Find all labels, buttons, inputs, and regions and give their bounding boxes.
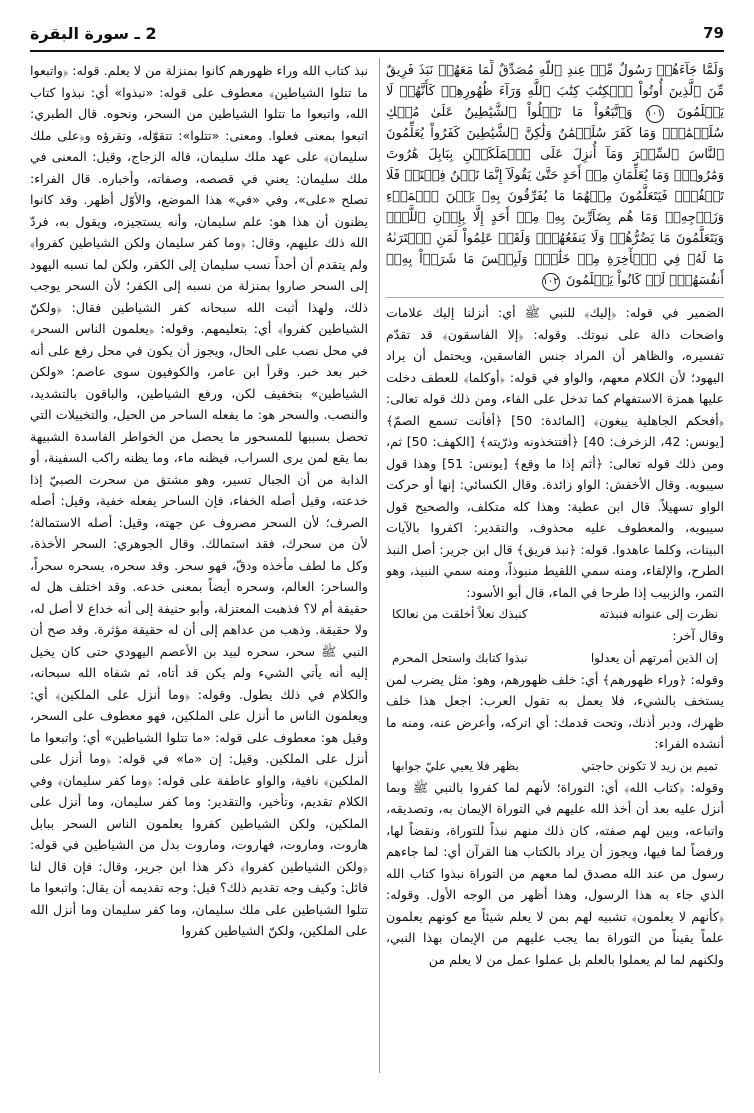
poem-hemistich: نبذوا كتابك واستحل المحرم [392,650,528,665]
tafsir-paragraph: نبذ كتاب الله وراء ظهورهم كانوا بمنزلة من لا يعلم. قوله: ﴿واتبعوا ما تتلوا الشياطين﴾ معطوف على قوله: «نبذوا» أي: نبذوا كتاب الله، واتبعوا ما تتلوا الشياطين من السحر، ونحوه. قال الطبري: اتبعوا بمعنى فعلوا. ومعنى: «تتلوا»: تتقوّله، وتقرؤه و﴿على ملك سليمان﴾ على عهد ملك سليمان، قاله الزجاج، وقيل: المعنى في ملك سليمان: يعني في قصصه، وصفاته، وأخباره. قال الفراء: تصلح «على»، وفي «في» هذا الموضع، والأوّل أظهر. وقد كانوا يظنون أن هذا هو: علم سليمان، وأنه يستجيزه، ويقول به، فردّ الله ذلك عليهم، وقال: ﴿وما كفر سليمان ولكن الشياطين كفروا﴾ ولم يتقدم أن أحداً نسب سليمان إلى الكفر، ولكن لما نسبه اليهود إلى السحر صاروا بمنزلة من نسبه إلى الكفر؛ لأن السحر يوجب ذلك، ولهذا أثبت الله سبحانه كفر الشياطين فقال: ﴿ولكنّ الشياطين كفروا﴾ أي: بتعليمهم. وقوله: ﴿يعلمون الناس السحر﴾ في محل نصب على الحال، ويجوز أن يكون في محل رفع على أنه خبر بعد خبر. وقرأ ابن عامر، والكوفيون سوى عاصم: «ولكن الشياطين» بتخفيف لكن، ورفع الشياطين، والباقون بالتشديد، والنصب. والسحر هو: ما يفعله الساحر من الحيل، والتخييلات التي تحصل بسببها للمسحور ما يحصل من الخواطر الفاسدة الشبيهة بما يقع لمن يرى السراب، فيظنه ماء، وما يظنه راكب السفينة، أو الدابة من أن الجبال تسير، وهو مشتق من سحرت الصبيّ إذا خدعته، وقيل أصله الخفاء، فإن الساحر يفعله خفية، وقيل: أصله الصرف؛ لأن السحر مصروف عن جهته، وقيل: أصله الاستمالة؛ لأن من سحرك، فقد استمالك. وقال الجوهري: السحر الأخذة، وكل ما لطف مأخذه ودقّ، فهو سحر. وقد سحره، يسحره سحراً، والساحر: العالم، وسحره أيضاً بمعنى خدعه. وقد اختلف هل له حقيقة أم لا؟ فذهبت المعتزلة، وأبو حنيفة إلى أنه خداع لا أصل له، ولا حقيقة. وذهب من عداهم إلى أن له حقيقة مؤثرة. وقد صح أن النبي ﷺ سحر، سحره لبيد بن الأعصم اليهودي حتى كان يخيل إليه أنه يأتي الشيء ولم يكن قد أتاه، ثم شفاه الله سبحانه، والكلام في ذلك يطول. وقوله: ﴿وما أنزل على الملكين﴾ أي: ويعلمون الناس ما أنزل على الملكين، فهو معطوف على السحر، وقيل هو: معطوف على قوله: «ما تتلوا الشياطين» أي: واتبعوا ما أنزل على الملكين. وقيل: إن «ما» في قوله: ﴿وما أنزل على الملكين﴾ نافية، والواو عاطفة على قوله: ﴿وما كفر سليمان﴾ وفي الكلام تقديم، وتأخير، والتقدير: وما كفر سليمان، وما أنزل على الملكين، ولكن الشياطين كفروا يعلمون الناس السحر ببابل هاروت، وماروت، فهاروت، وماروت بدل من الشياطين في قوله: ﴿ولكن الشياطين كفروا﴾ ذكر هذا ابن جرير، وقال: فإن قال لنا قائل: وكيف وجه تقديم ذلك؟ قيل: وجه تقديمه أن يقال: واتبعوا ما تتلوا الشياطين على ملك سليمان، وما كفر سليمان وما أنزل الله على الملكين، ولكنّ الشياطين كفروا [30,63,368,938]
poem-intro: وقال آخر: [672,628,724,643]
poem-hemistich: بظهر فلا يعيي عليّ جوابها [392,758,519,773]
column-divider [379,58,380,1073]
header-rule [30,50,724,52]
verse-text-102: وَٱتَّبَعُواْ مَا تَتۡلُواْ ٱلشَّيَٰطِينُ عَلَىٰ مُلۡكِ سُلَيۡمَٰنَۖ وَمَا كَفَرَ سُلَيۡمَٰنُ وَلَٰكِنَّ ٱلشَّيَٰطِينَ كَفَرُواْ يُعَلِّمُونَ ٱلنَّاسَ ٱلسِّحۡرَ وَمَآ أُنزِلَ عَلَى ٱلۡمَلَكَيۡنِ بِبَابِلَ هَٰرُوتَ وَمَٰرُوتَۚ وَمَا يُعَلِّمَانِ مِنۡ أَحَدٍ حَتَّىٰ يَقُولَآ إِنَّمَا نَحۡنُ فِتۡنَةٞ فَلَا تَكۡفُرۡۖ فَيَتَعَلَّمُونَ مِنۡهُمَا مَا يُفَرِّقُونَ بِهِۦ بَيۡنَ ٱلۡمَرۡءِ وَزَوۡجِهِۦۚ وَمَا هُم بِضَآرِّينَ بِهِۦ مِنۡ أَحَدٍ إِلَّا بِإِذۡنِ ٱللَّهِۚ وَيَتَعَلَّمُونَ مَا يَضُرُّهُمۡ وَلَا يَنفَعُهُمۡۚ وَلَقَدۡ عَلِمُواْ لَمَنِ ٱشۡتَرَىٰهُ مَا لَهُۥ فِي ٱلۡأٓخِرَةِ مِنۡ خَلَٰقٖۚ وَلَبِئۡسَ مَا شَرَوۡاْ بِهِۦٓ أَنفُسَهُمۡۚ لَوۡ كَانُواْ يَعۡلَمُونَ [386,105,724,288]
running-title: 2 ـ سورة البقرة [30,24,157,43]
ayah-number-102: ١٠٢ [542,273,560,291]
left-column [30,60,368,1077]
page-number: 79 [703,24,724,42]
tafsir-paragraph: وقوله: ﴿وراء ظهورهم﴾ أي: خلف ظهورهم، وهو: مثل يضرب لمن يستخف بالشيء، فلا يعمل به تقول العرب: اجعل هذا خلف ظهرك، ودبر أذنك، وتحت قدمك: أي اتركه، وأعرض عنه، ومنه ما أنشده الفراء: [386,671,724,751]
right-column [386,60,724,1077]
tafsir-paragraph: الضمير في قوله: ﴿إليك﴾ للنبي ﷺ أي: أنزلنا إليك علامات واضحات دالة على نبوتك. وقوله: ﴿إلا الفاسقون﴾ قد تقدّم تفسيره، والظاهر أن المراد جنس الفاسقين، ويحتمل أن يراد اليهود؛ لأن الكلام معهم، والواو في قوله: ﴿أوكلما﴾ للعطف دخلت عليها همزة الاستفهام كما تدخل على الفاء، ومن ذلك قوله تعالى: ﴿أفحكم الجاهلية يبغون﴾ [المائدة: 50] ﴿أفأنت تسمع الصمّ﴾ [يونس: 42، الزخرف: 40] ﴿أفتتخذونه وذرّيته﴾ [الكهف: 50] ثم، ومن ذلك قوله تعالى: ﴿أثم إذا ما وقع﴾ [يونس: 51] وهذا قول سيبويه. وقال الأخفش: الواو زائدة. وقال الكسائي: إنها أو حركت الواو تسهيلاً. قال ابن عطية: وهذا كله متكلف، والصحيح قول سيبويه، والمعطوف عليه محذوف، والتقدير: اكفروا بالآيات البينات، وكلما عاهدوا. قوله: ﴿نبذ فريق﴾ قال ابن جرير: أصل النبذ الطرح، والإلقاء، ومنه سمي اللقيط منبوذاً، ومنه سمي النبيذ، وهو التمر، والزبيب إذا طرحا في الماء، قال أبو الأسود: [386,305,724,600]
quran-verses [386,60,724,298]
poem-hemistich: كنبذك نعلاً أخلقت من نعالكا [392,607,528,621]
page-header [30,22,724,48]
poem-verse [386,647,724,669]
verse-text-101: وَلَمَّا جَآءَهُمۡ رَسُولٌ مِّنۡ عِندِ ٱللَّهِ مُصَدِّقٌ لِّمَا مَعَهُمۡ نَبَذَ فَرِيقٌ مِّنَ ٱلَّذِينَ أُوتُواْ ٱلۡكِتَٰبَ كِتَٰبَ ٱللَّهِ وَرَآءَ ظُهُورِهِمۡ كَأَنَّهُمۡ لَا يَعۡلَمُونَ [386,63,724,120]
poem-hemistich: نظرت إلى عنوانه فنبذته [599,607,718,621]
ayah-number-101: ١٠١ [646,105,664,123]
poem-verse [386,603,724,625]
poem-verse [386,755,724,777]
poem-hemistich: تميم بن زيد لا تكونن حاجتي [581,758,718,773]
tafsir-paragraph: وقوله: ﴿كتاب الله﴾ أي: التوراة؛ لأنهم لما كفروا بالنبي ﷺ وبما أنزل عليه بعد أن أخذ الله عليهم في التوراة الإيمان به، وتصديقه، واتباعه، وبين لهم صفته، كان ذلك منهم نبذاً للتوراة، ونقضاً لها، ورفضاً لما فيها، ويجوز أن يراد بالكتاب هنا القرآن أي: لما جاءهم رسول من عند الله مصدق لما معهم من التوراة نبذوا كتاب الله الذي جاء به هذا الرسول، وهذا أظهر من الوجه الأول. وقوله: ﴿كأنهم لا يعلمون﴾ تشبيه لهم بمن لا يعلم شيئاً مع كونهم يعلمون علماً يقيناً من التوراة بما يجب عليهم من الإيمان بهذا النبي، ولكنهم لما لم يعملوا بالعلم بل عملوا عمل من لا يعلم من [386,779,724,967]
poem-hemistich: إن الذين أمرتهم أن يعدلوا [590,650,718,665]
